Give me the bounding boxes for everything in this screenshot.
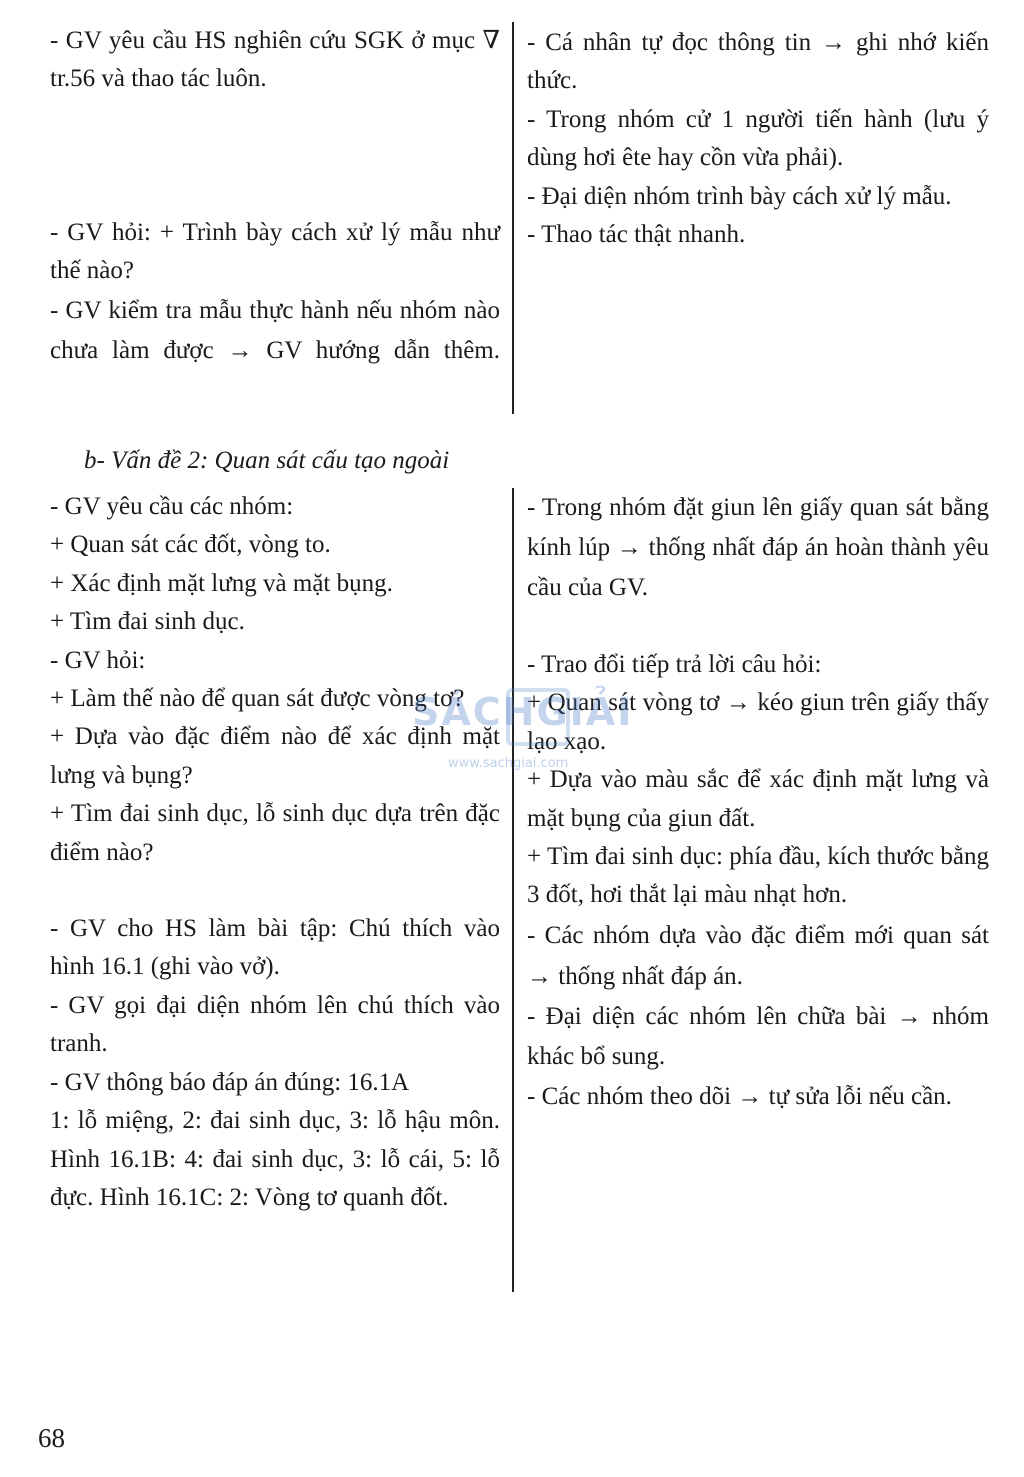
section1-left-item-3: - GV kiểm tra mẫu thực hành nếu nhóm nào chưa làm được → GV hướng dẫn thêm. — [50, 296, 500, 365]
section2-left-item-11: - GV thông báo đáp án đúng: 16.1A — [50, 1068, 410, 1096]
section2-right-item-1: - Trong nhóm đặt giun lên giấy quan sát bằng kính lúp → thống nhất đáp án hoàn thành yêu cầu của GV. — [527, 494, 989, 601]
section2-right-item-7: - Đại diện các nhóm lên chữa bài → nhóm khác bổ sung. — [527, 1002, 989, 1070]
section2-left-item-2: + Quan sát các đốt, vòng to. — [50, 531, 331, 559]
section2-left-item-6: + Làm thế nào để quan sát được vòng tơ? — [50, 685, 465, 713]
column-divider-2 — [512, 488, 514, 1292]
section2-right-item-2: - Trao đổi tiếp trả lời câu hỏi: — [527, 651, 822, 678]
section1-left-item-2: - GV hỏi: + Trình bày cách xử lý mẫu như thế nào? — [50, 218, 500, 285]
section2-left-item-7: + Dựa vào đặc điểm nào để xác định mặt lưng và bụng? — [50, 723, 500, 789]
section2-left-item-9: - GV cho HS làm bài tập: Chú thích vào hình 16.1 (ghi vào vở). — [50, 915, 500, 981]
column-divider-1 — [512, 22, 514, 414]
section2-left-item-8: + Tìm đai sinh dục, lỗ sinh dục dựa trên đặc điểm nào? — [50, 800, 500, 866]
section2-left-item-10: - GV gọi đại diện nhóm lên chú thích vào tranh. — [50, 991, 500, 1058]
section2-left-column — [50, 488, 500, 1217]
page-number: 68 — [38, 1423, 65, 1453]
watermark-text: SÁCHGIẢI — [412, 690, 634, 734]
section2-left-item-1: - GV yêu cầu các nhóm: — [50, 493, 294, 520]
section2-left-item-5: - GV hỏi: — [50, 646, 146, 674]
section2-right-item-8: - Các nhóm theo dõi → tự sửa lỗi nếu cần. — [527, 1082, 952, 1110]
section2-heading: b- Vấn đề 2: Quan sát cấu tạo ngoài — [84, 447, 450, 474]
section1-right-column — [527, 24, 989, 254]
section2-right-item-6: - Các nhóm dựa vào đặc điểm mới quan sát → thống nhất đáp án. — [527, 921, 989, 990]
section2-right-item-5: + Tìm đai sinh dục: phía đầu, kích thước bằng 3 đốt, hơi thắt lại màu nhạt hơn. — [527, 843, 989, 909]
section1-right-item-4: - Thao tác thật nhanh. — [527, 221, 746, 249]
section1-right-item-3: - Đại diện nhóm trình bày cách xử lý mẫu. — [527, 182, 952, 210]
watermark-subtext: www.sachgiai.com — [448, 756, 569, 771]
section2-left-item-3: + Xác định mặt lưng và mặt bụng. — [50, 569, 393, 597]
section2-left-item-12: 1: lỗ miệng, 2: đai sinh dục, 3: lỗ hậu môn. Hình 16.1B: 4: đai sinh dục, 3: lỗ cái, 5: lỗ đực. Hình 16.1C: 2: Vòng tơ quanh đốt. — [50, 1107, 500, 1211]
section1-right-item-1: - Cá nhân tự đọc thông tin → ghi nhớ kiến thức. — [527, 29, 989, 95]
section1-right-item-2: - Trong nhóm cử 1 người tiến hành (lưu ý dùng hơi ête hay cồn vừa phải). — [527, 105, 989, 172]
section1-left-item-1: - GV yêu cầu HS nghiên cứu SGK ở mục ∇ tr.56 và thao tác luôn. — [50, 27, 500, 93]
section2-right-item-4: + Dựa vào màu sắc để xác định mặt lưng và mặt bụng của giun đất. — [527, 766, 989, 832]
section2-right-item-3: + Quan sát vòng tơ → kéo giun trên giấy thấy lạo xạo. — [527, 689, 989, 755]
section1-left-column — [50, 22, 500, 372]
section2-left-item-4: + Tìm đai sinh dục. — [50, 608, 245, 636]
section2-right-column — [527, 488, 989, 1117]
